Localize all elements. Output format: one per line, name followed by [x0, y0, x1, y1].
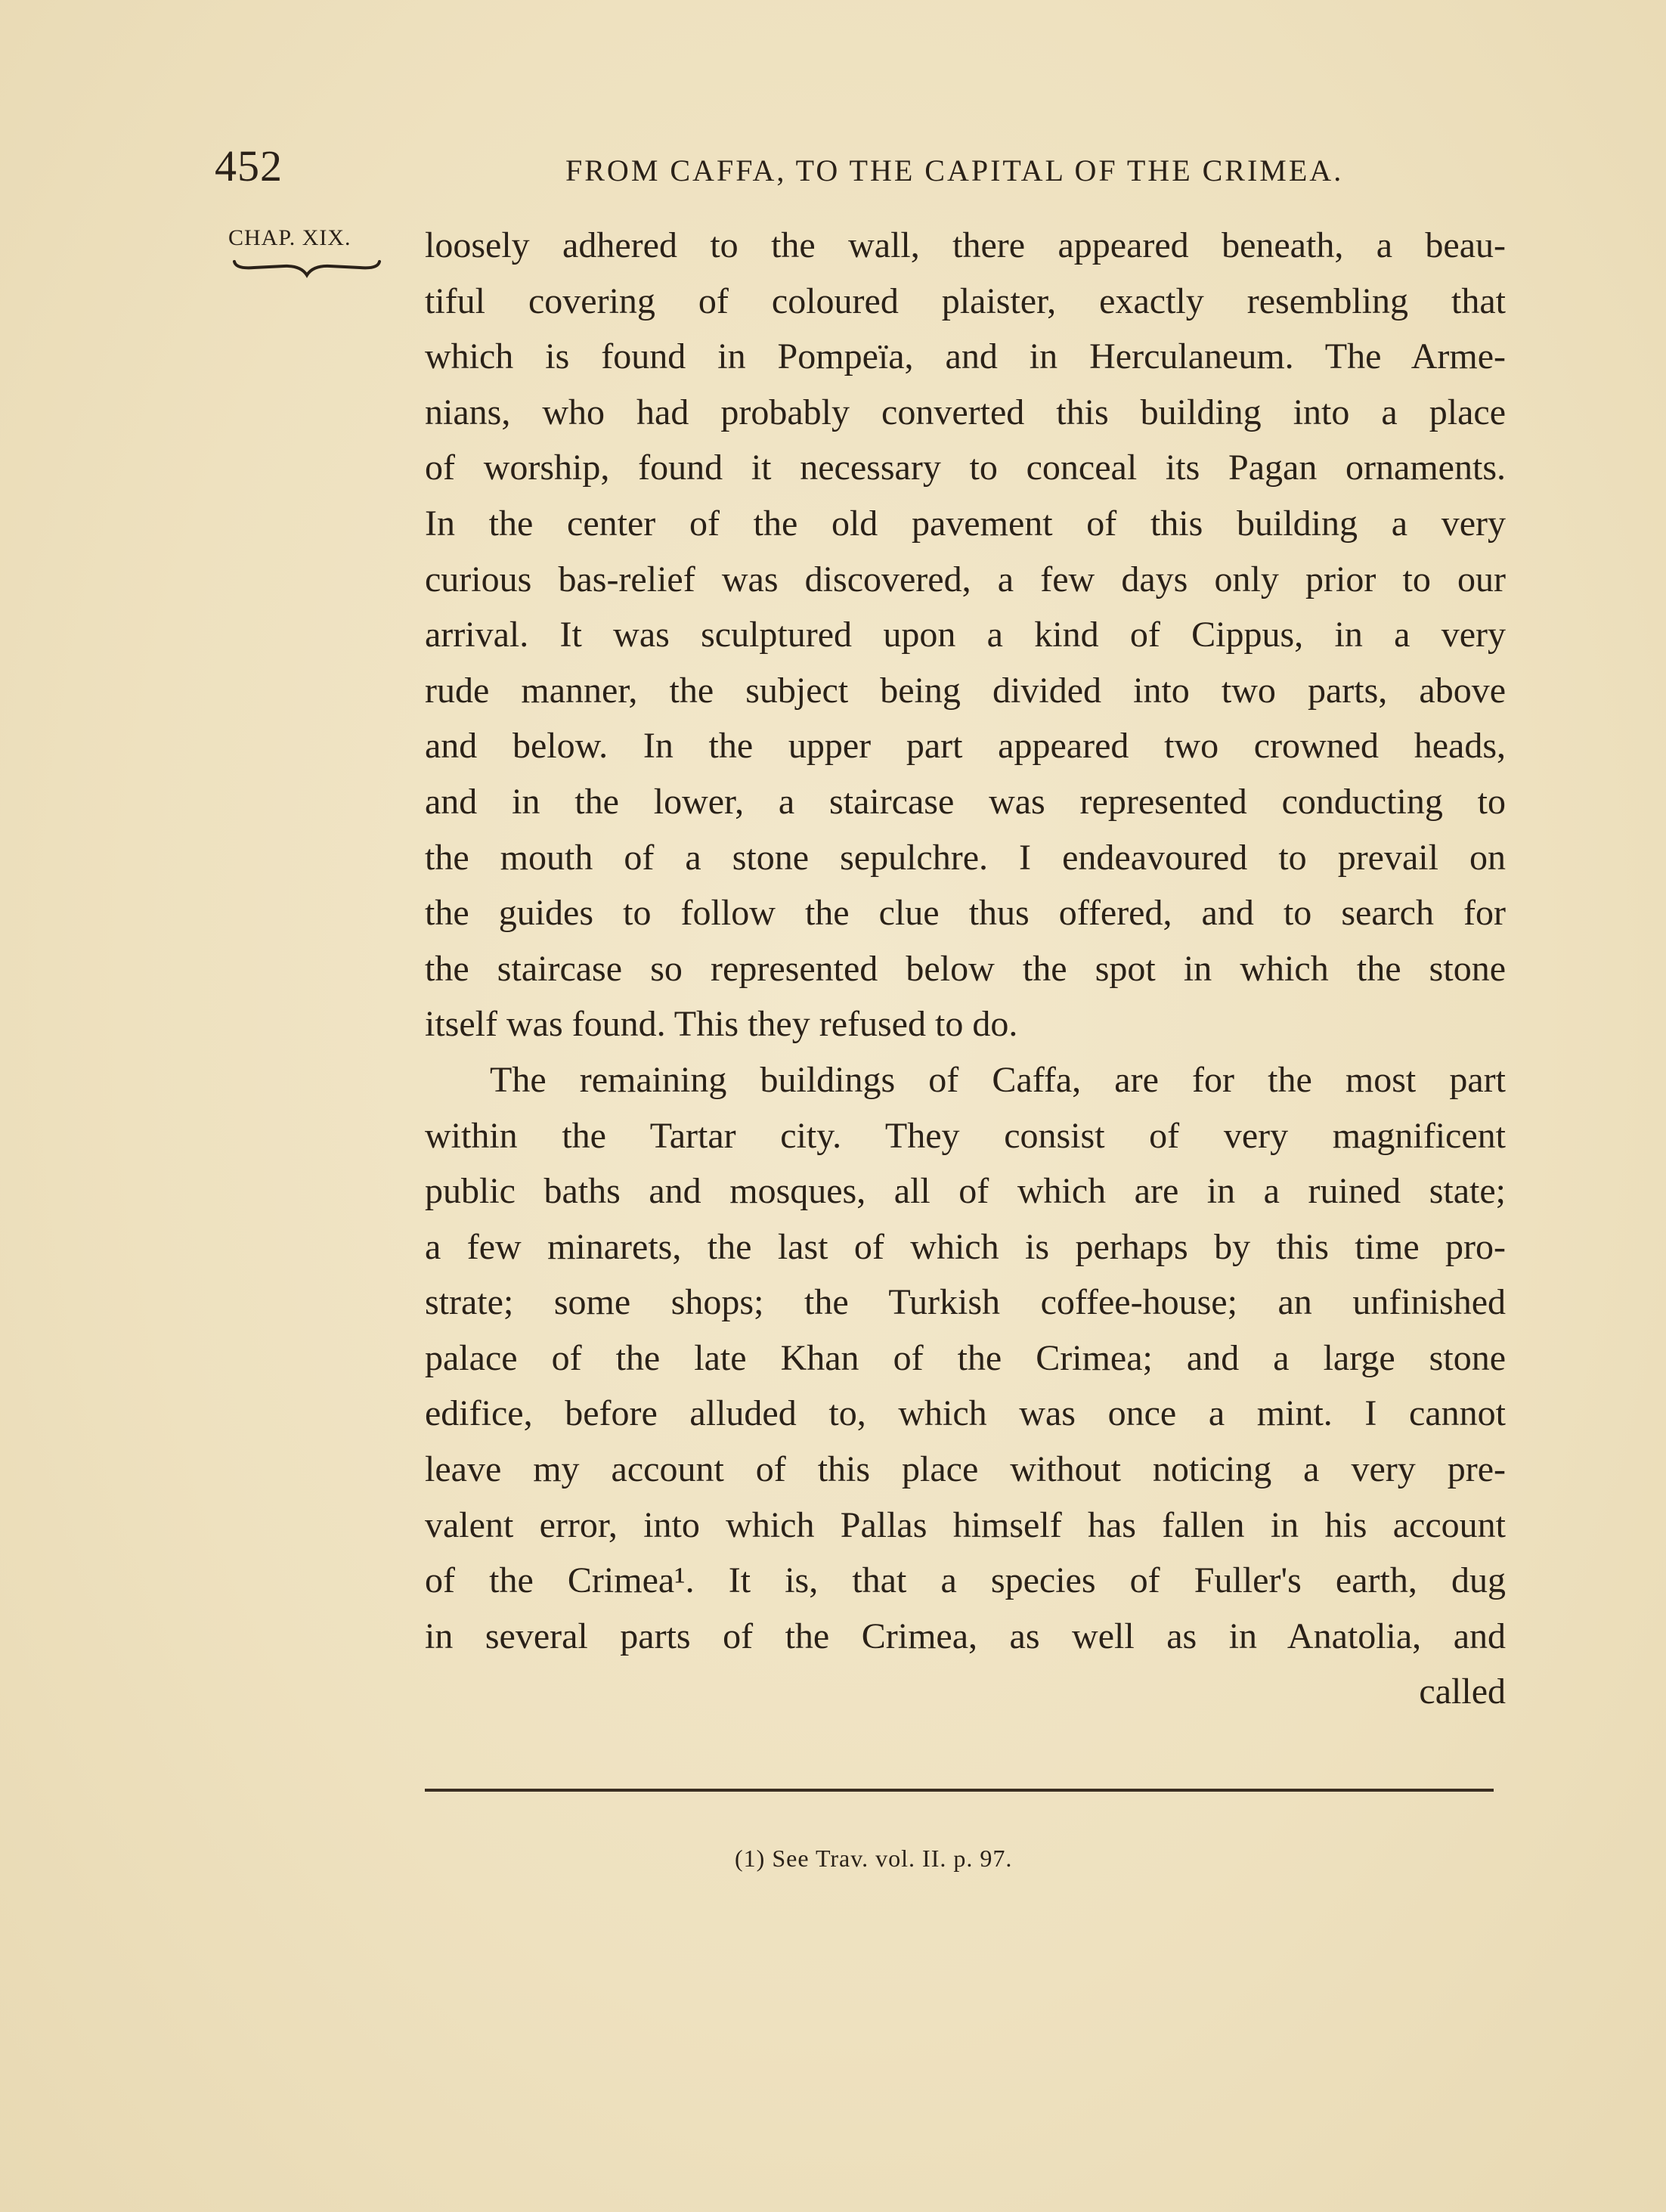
text-line: and below. In the upper part appeared two crowned heads,: [425, 726, 1506, 767]
text-line: rude manner, the subject being divided into two parts, above: [425, 670, 1506, 711]
text-line: the mouth of a stone sepulchre. I endeavoured to prevail on: [425, 837, 1506, 878]
text-line: tiful covering of coloured plaister, exactly resembling that: [425, 280, 1506, 321]
text-line: strate; some shops; the Turkish coffee-house; an unfinished: [425, 1282, 1506, 1323]
text-line: which is found in Pompeïa, and in Herculaneum. The Arme-: [425, 336, 1506, 377]
chapter-brace-ornament: [231, 257, 382, 280]
text-line: nians, who had probably converted this building into a place: [425, 392, 1506, 432]
text-line: valent error, into which Pallas himself has fallen in his account: [425, 1504, 1506, 1545]
footnote-rule: [425, 1789, 1494, 1792]
text-line: palace of the late Khan of the Crimea; and a large stone: [425, 1337, 1506, 1378]
text-line: public baths and mosques, all of which are in a ruined state;: [425, 1171, 1506, 1212]
text-line: within the Tartar city. They consist of very magnificent: [425, 1115, 1506, 1156]
page-number: 452: [215, 141, 283, 191]
text-line: arrival. It was sculptured upon a kind of Cippus, in a very: [425, 615, 1506, 655]
text-line: loosely adhered to the wall, there appeared beneath, a beau-: [425, 225, 1506, 265]
text-line: of worship, found it necessary to conceal its Pagan ornaments.: [425, 448, 1506, 488]
catchword: called: [1419, 1671, 1506, 1712]
text-line: curious bas-relief was discovered, a few days only prior to our: [425, 559, 1506, 599]
text-line: and in the lower, a staircase was represented conducting to: [425, 781, 1506, 822]
text-line: the staircase so represented below the spot in which the stone: [425, 948, 1506, 989]
paragraph-start-line: The remaining buildings of Caffa, are for the most part: [490, 1059, 1506, 1100]
footnote: (1) See Trav. vol. II. p. 97.: [735, 1845, 1013, 1872]
body-text: [425, 218, 1506, 1720]
chapter-label: CHAP. XIX.: [228, 225, 351, 250]
running-head: FROM CAFFA, TO THE CAPITAL OF THE CRIMEA.: [565, 153, 1344, 187]
text-line: leave my account of this place without noticing a very pre-: [425, 1449, 1506, 1490]
text-line: edifice, before alluded to, which was once a mint. I cannot: [425, 1393, 1506, 1434]
text-line: of the Crimea¹. It is, that a species of Fuller's earth, dug: [425, 1560, 1506, 1601]
text-line: the guides to follow the clue thus offered, and to search for: [425, 893, 1506, 934]
text-line: in several parts of the Crimea, as well as in Anatolia, and: [425, 1616, 1506, 1656]
text-line: a few minarets, the last of which is perhaps by this time pro-: [425, 1226, 1506, 1267]
paragraph-end-line: itself was found. This they refused to do.: [425, 1004, 1018, 1045]
text-line: In the center of the old pavement of this building a very: [425, 503, 1506, 544]
